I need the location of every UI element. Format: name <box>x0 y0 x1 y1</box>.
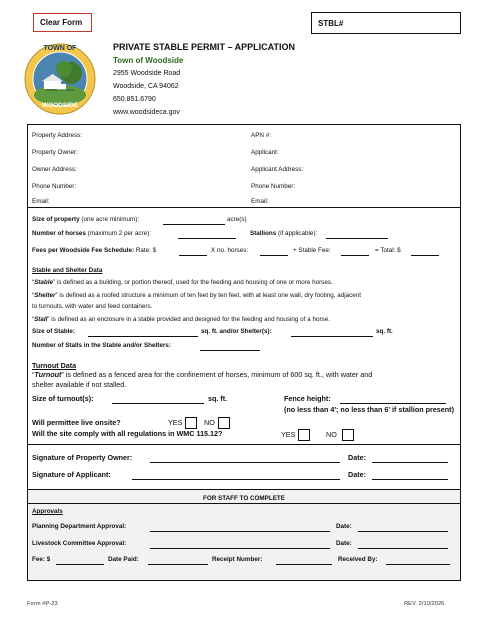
owner-phone-label: Phone Number: <box>32 183 77 190</box>
owner-signature-date-field[interactable] <box>372 462 448 463</box>
applicant-signature-label: Signature of Applicant: <box>32 470 111 479</box>
num-stalls-field[interactable] <box>200 350 260 351</box>
shelter-size-label: sq. ft. and/or Shelter(s): <box>201 328 272 335</box>
owner-address-label: Owner Address: <box>32 166 77 173</box>
property-section <box>27 208 461 445</box>
fee-label: Fee: $ <box>32 556 51 563</box>
turnout-sqft-label: sq. ft. <box>208 394 228 403</box>
stallions-note: (if applicable): <box>276 230 318 237</box>
size-stable-label: Size of Stable: <box>32 328 76 335</box>
address-line-1: 2955 Woodside Road <box>113 70 181 77</box>
turnout-size-label: Size of turnout(s): <box>32 394 94 403</box>
owner-signature-field[interactable] <box>150 462 340 463</box>
contact-section <box>27 124 461 208</box>
num-stalls-label: Number of Stalls in the Stable and/or Shelters: <box>32 342 171 349</box>
livestock-approval-field[interactable] <box>150 548 330 549</box>
applicant-signature-date-field[interactable] <box>372 479 448 480</box>
property-owner-label: Property Owner: <box>32 149 78 156</box>
rate-label: Rate: $ <box>135 247 157 254</box>
staff-section <box>27 490 461 581</box>
receipt-number-label: Receipt Number: <box>212 556 263 563</box>
property-address-label: Property Address: <box>32 132 83 139</box>
rate-field[interactable] <box>179 255 207 256</box>
comply-no-label: NO <box>326 430 337 439</box>
total-label: = Total: $ <box>375 247 401 254</box>
horses-note: (maximum 2 per acre): <box>85 230 151 237</box>
planning-approval-field[interactable] <box>150 531 330 532</box>
live-onsite-yes-checkbox[interactable] <box>185 417 197 429</box>
form-number: Form #P-23 <box>27 601 58 607</box>
comply-yes-checkbox[interactable] <box>298 429 310 441</box>
shelter-size-field[interactable] <box>291 336 373 337</box>
fee-field[interactable] <box>56 564 104 565</box>
seal-text-top: TOWN OF <box>43 45 77 52</box>
owner-signature-label: Signature of Property Owner: <box>32 453 133 462</box>
stallions-label: Stallions <box>250 230 277 237</box>
staff-heading: FOR STAFF TO COMPLETE <box>203 495 285 502</box>
planning-date-label: Date: <box>336 523 352 530</box>
website-link[interactable]: www.woodsideca.gov <box>113 109 180 116</box>
form-title: PRIVATE STABLE PERMIT – APPLICATION <box>113 42 296 52</box>
shelter-definition: “Shelter” is defined as a roofed structure a minimum of ten feet by ten feet, with at least one wall, dry footing, adjacent <box>32 292 362 299</box>
turnout-definition: “Turnout” is defined as a fenced area for the confinement of horses, minimum of 600 sq. ft., with water and <box>32 370 373 379</box>
owner-signature-date-label: Date: <box>348 453 366 462</box>
receipt-number-field[interactable] <box>276 564 332 565</box>
live-onsite-yes-label: YES <box>168 418 183 427</box>
town-name: Town of Woodside <box>113 56 184 65</box>
clear-form-button[interactable]: Clear Form <box>33 13 92 32</box>
owner-email-label: Email: <box>32 198 50 205</box>
livestock-date-field[interactable] <box>358 548 448 549</box>
stable-shelter-heading: Stable and Shelter Data <box>32 267 103 274</box>
stbl-number-field[interactable] <box>311 12 461 34</box>
applicant-email-label: Email: <box>251 198 269 205</box>
stbl-label: STBL# <box>318 19 344 28</box>
comply-label: Will the site comply with all regulations in WMC 115.12? <box>32 429 223 438</box>
live-onsite-no-label: NO <box>204 418 215 427</box>
size-stable-field[interactable] <box>88 336 198 337</box>
turnout-definition-cont: shelter available if not stalled. <box>32 380 127 389</box>
shelter-definition-cont: to turnouts, with water and feed containers. <box>32 303 153 310</box>
size-property-label: Size of property <box>32 216 80 223</box>
applicant-signature-date-label: Date: <box>348 470 366 479</box>
applicant-signature-field[interactable] <box>132 479 340 480</box>
acres-label: acre(s) <box>227 216 247 223</box>
size-property-note: (one acre minimum): <box>79 216 140 223</box>
applicant-address-label: Applicant Address: <box>251 166 304 173</box>
fence-height-note: (no less than 4'; no less than 6' if stallion present) <box>284 405 454 414</box>
stall-definition: “Stall” is defined as an enclosure in a stable provided and designed for the feeding and housing of a horse. <box>32 316 330 323</box>
signature-section <box>27 445 461 490</box>
stable-definition: “Stable” is defined as a building, or portion thereof, used for the feeding and housing of one or more horses. <box>32 279 333 286</box>
comply-no-checkbox[interactable] <box>342 429 354 441</box>
fence-height-label: Fence height: <box>284 394 331 403</box>
shelter-sqft-label: sq. ft. <box>376 328 393 335</box>
stable-fee-label: + Stable Fee: <box>293 247 331 254</box>
applicant-label: Applicant: <box>251 149 279 156</box>
date-paid-label: Date Paid: <box>108 556 139 563</box>
horses-label: Number of horses <box>32 230 86 237</box>
fence-height-field[interactable] <box>340 403 446 404</box>
no-horses-field[interactable] <box>260 255 288 256</box>
total-field[interactable] <box>411 255 439 256</box>
received-by-field[interactable] <box>386 564 450 565</box>
received-by-label: Received By: <box>338 556 378 563</box>
stallions-field[interactable] <box>326 238 388 239</box>
planning-approval-label: Planning Department Approval: <box>32 523 127 530</box>
applicant-phone-label: Phone Number: <box>251 183 296 190</box>
fees-label: Fees per Woodside Fee Schedule: <box>32 247 135 254</box>
turnout-size-field[interactable] <box>112 403 204 404</box>
stable-fee-field[interactable] <box>341 255 369 256</box>
size-property-field[interactable] <box>163 224 225 225</box>
turnout-heading: Turnout Data <box>32 361 77 370</box>
comply-yes-label: YES <box>281 430 296 439</box>
date-paid-field[interactable] <box>148 564 208 565</box>
address-line-2: Woodside, CA 94062 <box>113 83 179 90</box>
apn-label: APN #: <box>251 132 271 139</box>
live-onsite-label: Will permittee live onsite? <box>32 418 121 427</box>
horses-field[interactable] <box>178 238 236 239</box>
livestock-approval-label: Livestock Committee Approval: <box>32 540 127 547</box>
live-onsite-no-checkbox[interactable] <box>218 417 230 429</box>
header-block <box>113 41 295 119</box>
planning-date-field[interactable] <box>358 531 448 532</box>
revision-date: REV. 2/10/2026 <box>404 601 445 607</box>
approvals-heading: Approvals <box>32 508 63 515</box>
livestock-date-label: Date: <box>336 540 352 547</box>
x-horses-label: X no. horses: <box>211 247 249 254</box>
seal-text-bottom: WOODSIDE <box>41 102 79 109</box>
phone-number: 650.851.6790 <box>113 96 156 103</box>
